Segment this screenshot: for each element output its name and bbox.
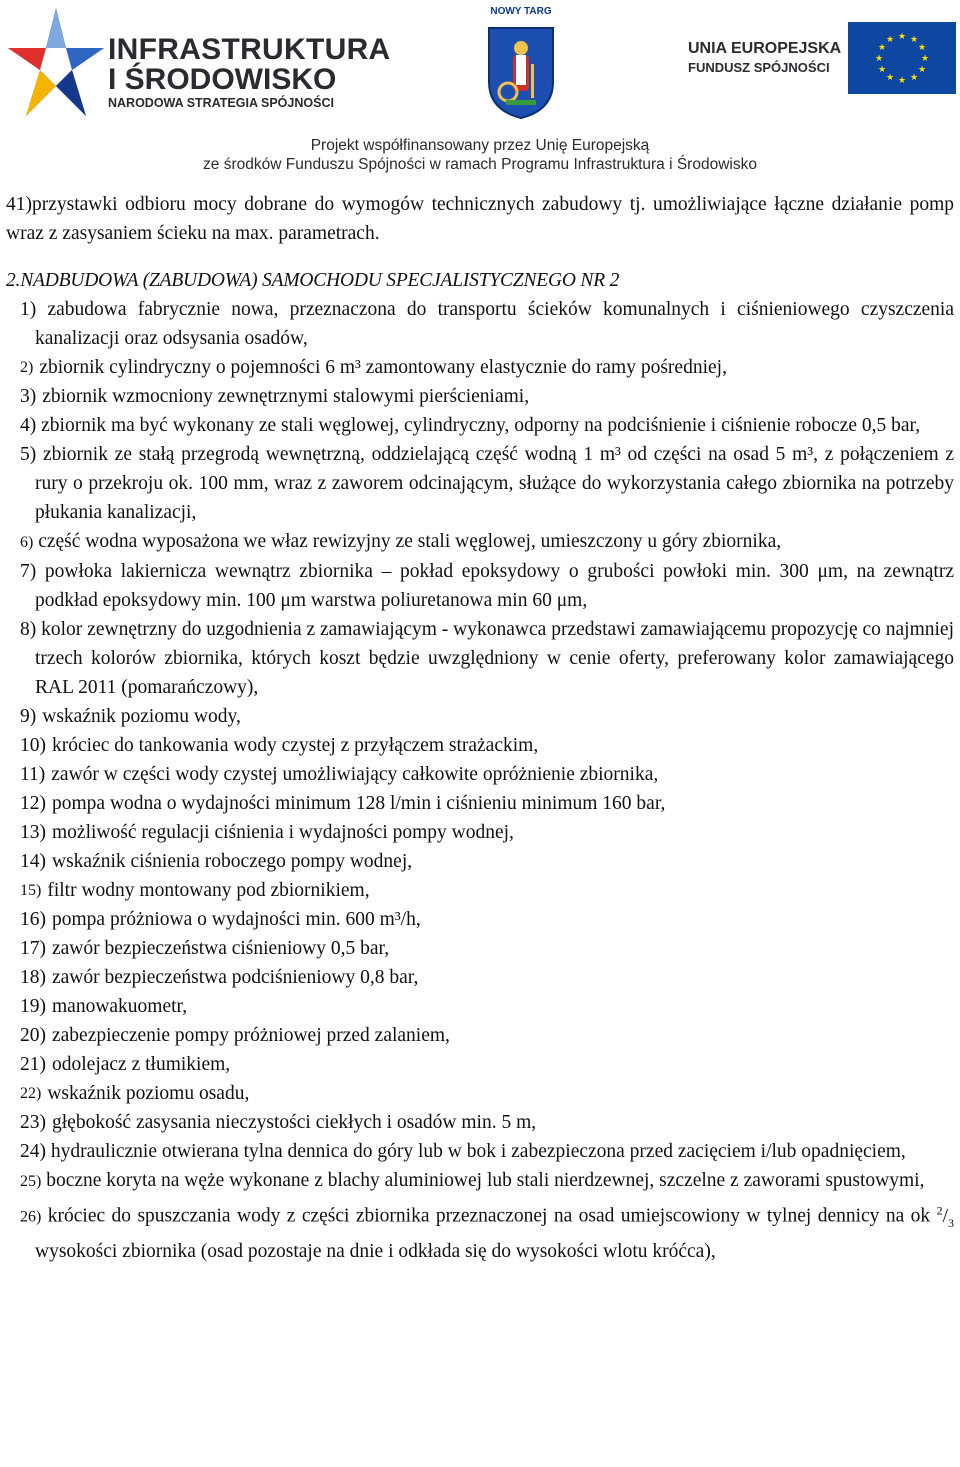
svg-text:★: ★ (897, 76, 907, 86)
svg-text:★: ★ (885, 35, 895, 45)
cofinancing-line2: ze środków Funduszu Spójności w ramach Programu Infrastruktura i Środowisko (203, 156, 757, 173)
list-item (6, 1079, 954, 1108)
list-item (6, 760, 954, 789)
logo-subtitle: NARODOWA STRATEGIA SPÓJNOŚCI (108, 96, 334, 110)
item-number: 26) (20, 1208, 42, 1226)
item-text: odolejacz z tłumikiem, (52, 1054, 231, 1075)
item-text: powłoka lakiernicza wewnątrz zbiornika – pokład epoksydowy o grubości powłoki min. 300 μm, na zewnątrz podkład epoksydowy min. 100 μm warstwa poliuretanowa min 60 μm, (35, 561, 955, 611)
item-text: zawór bezpieczeństwa podciśnieniowy 0,8 bar, (52, 967, 419, 988)
item-number: 22) (20, 1085, 42, 1102)
eu-cohesion-fund-logo (688, 22, 958, 102)
intro-number: 41) (6, 194, 32, 215)
logo-title-line1: INFRASTRUKTURA (108, 33, 391, 66)
svg-text:★: ★ (909, 35, 919, 45)
item-number: 21) (20, 1054, 46, 1075)
item-number: 13) (20, 822, 46, 843)
item-number: 11) (20, 764, 46, 785)
svg-text:★: ★ (909, 73, 919, 83)
item-number: 15) (20, 882, 42, 899)
list-item (6, 702, 954, 731)
item-text-after: wysokości zbiornika (osad pozostaje na dnie i odkłada się do wysokości wlotu króćca), (35, 1241, 716, 1263)
eu-logo-line2: FUNDUSZ SPÓJNOŚCI (688, 60, 830, 75)
section-heading: 2.NADBUDOWA (ZABUDOWA) SAMOCHODU SPECJALISTYCZNEGO NR 2 (6, 270, 620, 291)
item-number: 14) (20, 851, 46, 872)
list-item (6, 1137, 954, 1166)
item-number: 17) (20, 938, 46, 959)
svg-text:★: ★ (885, 73, 895, 83)
list-item (6, 1166, 954, 1196)
item-text: filtr wodny montowany pod zbiornikiem, (47, 880, 370, 901)
list-item (6, 963, 954, 992)
svg-text:★: ★ (917, 65, 927, 75)
list-item (6, 440, 954, 527)
item-number: 7) (20, 561, 37, 582)
item-number: 16) (20, 909, 46, 930)
item-number: 8) (20, 619, 37, 640)
cofinancing-notice (0, 136, 960, 174)
list-item (6, 353, 954, 382)
item-text: króciec do tankowania wody czystej z przyłączem strażackim, (52, 735, 539, 756)
item-text: zbiornik ma być wykonany ze stali węglowej, cylindryczny, odporny na podciśnienie i ciśnienie robocze 0,5 bar, (41, 415, 921, 436)
coat-of-arms-icon (486, 24, 556, 120)
item-text: część wodna wyposażona we właz rewizyjny ze stali węglowej, umieszczony u góry zbiornika, (38, 531, 782, 552)
eu-logo-line1: UNIA EUROPEJSKA (688, 40, 842, 57)
item-text: pompa próżniowa o wydajności min. 600 m³/h, (52, 909, 421, 930)
list-item (6, 905, 954, 934)
list-item (6, 731, 954, 760)
list-item (6, 411, 954, 440)
list-item (6, 992, 954, 1021)
list-item (6, 934, 954, 963)
eu-flag-icon (848, 22, 956, 94)
item-number: 3) (20, 386, 37, 407)
item-number: 19) (20, 996, 46, 1017)
item-text-before: króciec do spuszczania wody z części zbiornika przeznaczonej na osad umiejscowiony w tylnej dennicy na ok (47, 1205, 937, 1227)
item-number: 9) (20, 706, 37, 727)
svg-text:★: ★ (874, 54, 884, 64)
list-item (6, 818, 954, 847)
svg-text:★: ★ (877, 65, 887, 75)
item-text: zbiornik cylindryczny o pojemności 6 m³ zamontowany elastycznie do ramy pośredniej, (39, 357, 727, 378)
list-item (6, 295, 954, 353)
list-item (6, 1021, 954, 1050)
fraction-numerator: 2 (936, 1203, 943, 1217)
page-header (0, 0, 960, 182)
item-text: zabudowa fabrycznie nowa, przeznaczona do transportu ścieków komunalnych i ciśnieniowego czyszczenia kanalizacji oraz odsysania osadów, (35, 299, 955, 349)
list-item (6, 789, 954, 818)
item-text: zabezpieczenie pompy próżniowej przed zalaniem, (52, 1025, 450, 1046)
list-item (6, 557, 954, 615)
list-item (6, 1050, 954, 1079)
item-text: pompa wodna o wydajności minimum 128 l/min i ciśnieniu minimum 160 bar, (52, 793, 666, 814)
svg-text:★: ★ (917, 43, 927, 53)
crest-caption: NOWY TARG (490, 6, 552, 17)
item-number: 20) (20, 1025, 46, 1046)
item-number: 6) (20, 534, 34, 551)
document-body (6, 190, 954, 1266)
intro-paragraph (6, 190, 954, 248)
star-emblem-icon (6, 4, 106, 124)
svg-text:★: ★ (920, 54, 930, 64)
item-text: zbiornik ze stałą przegrodą wewnętrzną, oddzielającą część wodną 1 m³ od części na osad 5 m³, z połączeniem z rury o przekroju ok. 100 mm, wraz z zaworem odcinającym, służące do wykorzystania całego zbiornika na potrzeby płukania kanalizacji, (35, 444, 955, 523)
intro-text: przystawki odbioru mocy dobrane do wymogów technicznych zabudowy tj. umożliwiające łączne działanie pomp wraz z zasysaniem ścieku na max. parametrach. (6, 194, 954, 244)
list-item (6, 1108, 954, 1137)
item-text: zbiornik wzmocniony zewnętrznymi stalowymi pierścieniami, (42, 386, 530, 407)
item-text: wskaźnik poziomu osadu, (47, 1083, 250, 1104)
nowy-targ-crest (484, 6, 558, 124)
list-item (6, 847, 954, 876)
fraction-denominator: 3 (948, 1215, 955, 1230)
item-number: 12) (20, 793, 46, 814)
item-text: zawór w części wody czystej umożliwiający całkowite opróżnienie zbiornika, (51, 764, 659, 785)
item-text: hydraulicznie otwierana tylna dennica do góry lub w bok i zabezpieczona przed zacięciem i/lub opadnięciem, (50, 1141, 906, 1162)
item-number: 1) (20, 299, 37, 320)
list-item (6, 382, 954, 411)
item-number: 4) (20, 415, 37, 436)
fraction-two-thirds: $^2/_3$ (936, 1203, 955, 1230)
item-text: manowakuometr, (52, 996, 188, 1017)
list-item (6, 1196, 954, 1266)
item-number: 10) (20, 735, 46, 756)
item-text: wskaźnik ciśnienia roboczego pompy wodnej, (52, 851, 413, 872)
item-text: możliwość regulacji ciśnienia i wydajności pompy wodnej, (52, 822, 514, 843)
svg-text:★: ★ (897, 32, 907, 42)
list-item (6, 527, 954, 557)
item-number: 2) (20, 359, 34, 376)
cofinancing-line1: Projekt współfinansowany przez Unię Europejską (310, 137, 650, 154)
list-item (6, 615, 954, 702)
svg-text:★: ★ (877, 43, 887, 53)
item-text: wskaźnik poziomu wody, (42, 706, 241, 727)
item-number: 23) (20, 1112, 46, 1133)
logo-title-line2: I ŚRODOWISKO (108, 63, 337, 96)
item-number: 18) (20, 967, 46, 988)
item-number: 5) (20, 444, 37, 465)
item-number: 25) (20, 1173, 42, 1190)
item-text: głębokość zasysania nieczystości ciekłych i osadów min. 5 m, (52, 1112, 537, 1133)
list-item (6, 876, 954, 905)
item-number: 24) (20, 1141, 46, 1162)
item-text: boczne koryta na węże wykonane z blachy aluminiowej lub stali nierdzewnej, szczelne z zaworami spustowymi, (46, 1170, 925, 1191)
item-text: zawór bezpieczeństwa ciśnieniowy 0,5 bar, (52, 938, 390, 959)
infrastruktura-srodowisko-logo (6, 4, 391, 124)
item-text: kolor zewnętrzny do uzgodnienia z zamawiającym - wykonawca przedstawi zamawiającemu propozycję co najmniej trzech kolorów zbiornika, których koszt będzie uwzględniony w cenie oferty, preferowany kolor zamawiającego RAL 2011 (pomarańczowy), (35, 619, 955, 698)
